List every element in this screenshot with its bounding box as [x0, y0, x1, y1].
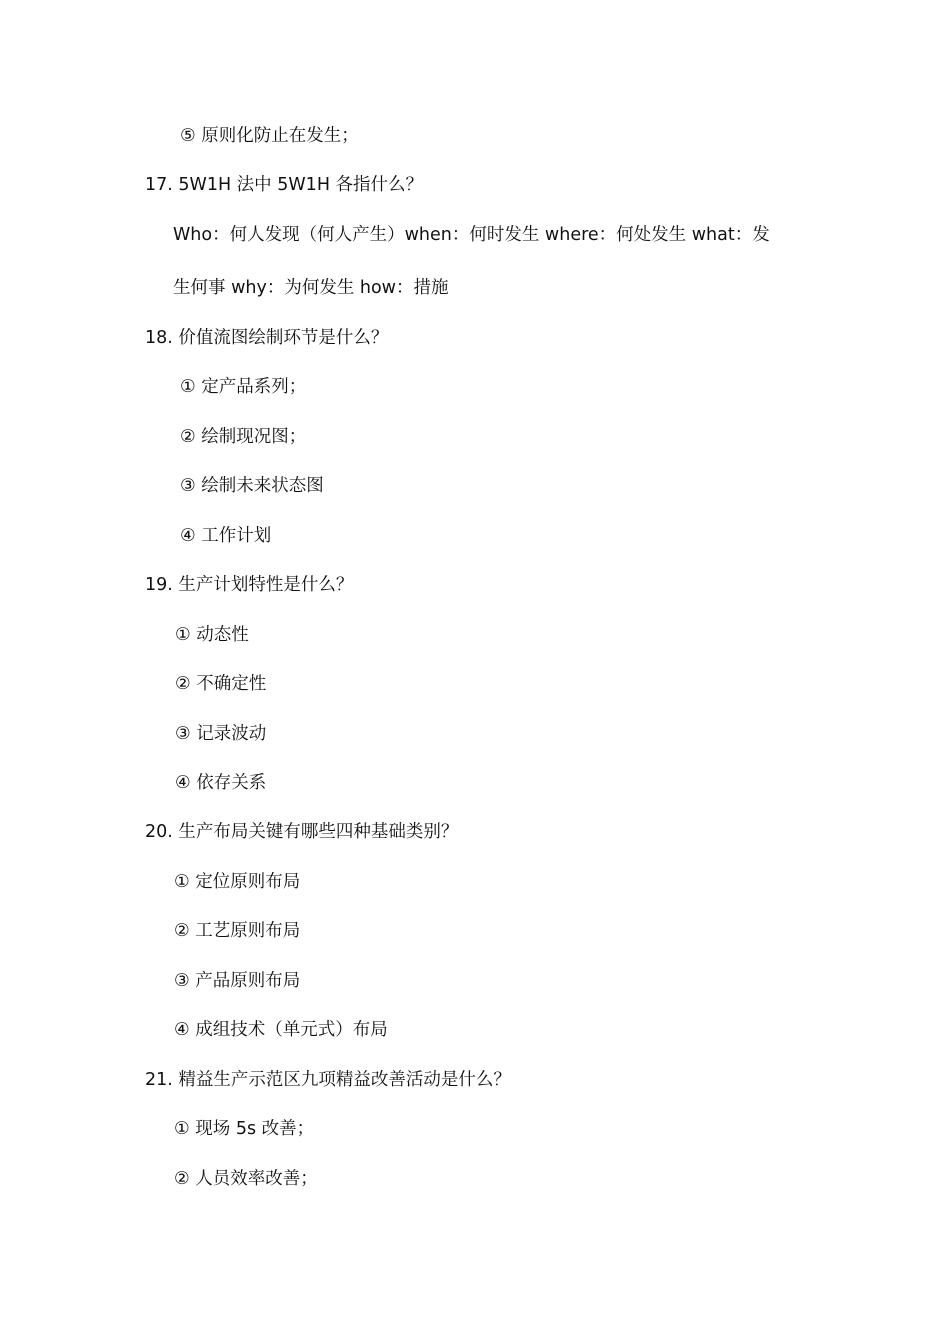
list-item: ③ 产品原则布局	[174, 971, 301, 991]
list-item: ⑤ 原则化防止在发生；	[180, 126, 359, 146]
answer-17-line-1: Who：何人发现（何人产生）when：何时发生 where：何处发生 what：发	[173, 225, 770, 245]
answer-17-line-2: 生何事 why：为何发生 how：措施	[173, 278, 449, 298]
list-item: ③ 绘制未来状态图	[180, 476, 324, 496]
list-item: ② 绘制现况图；	[180, 427, 307, 447]
question-17: 17. 5W1H 法中 5W1H 各指什么？	[145, 175, 424, 195]
list-item: ④ 工作计划	[180, 526, 272, 546]
question-19: 19. 生产计划特性是什么？	[145, 575, 354, 595]
question-21: 21. 精益生产示范区九项精益改善活动是什么？	[145, 1070, 511, 1090]
list-item: ③ 记录波动	[175, 724, 267, 744]
list-item: ① 定位原则布局	[174, 872, 301, 892]
list-item: ④ 成组技术（单元式）布局	[174, 1020, 388, 1040]
question-18: 18. 价值流图绘制环节是什么？	[145, 328, 389, 348]
question-20: 20. 生产布局关键有哪些四种基础类别？	[145, 822, 459, 842]
list-item: ① 动态性	[175, 625, 249, 645]
list-item: ② 工艺原则布局	[174, 921, 301, 941]
list-item: ① 现场 5s 改善；	[174, 1119, 315, 1139]
list-item: ② 人员效率改善；	[174, 1169, 318, 1189]
list-item: ② 不确定性	[175, 674, 267, 694]
list-item: ① 定产品系列；	[180, 377, 307, 397]
list-item: ④ 依存关系	[175, 773, 267, 793]
